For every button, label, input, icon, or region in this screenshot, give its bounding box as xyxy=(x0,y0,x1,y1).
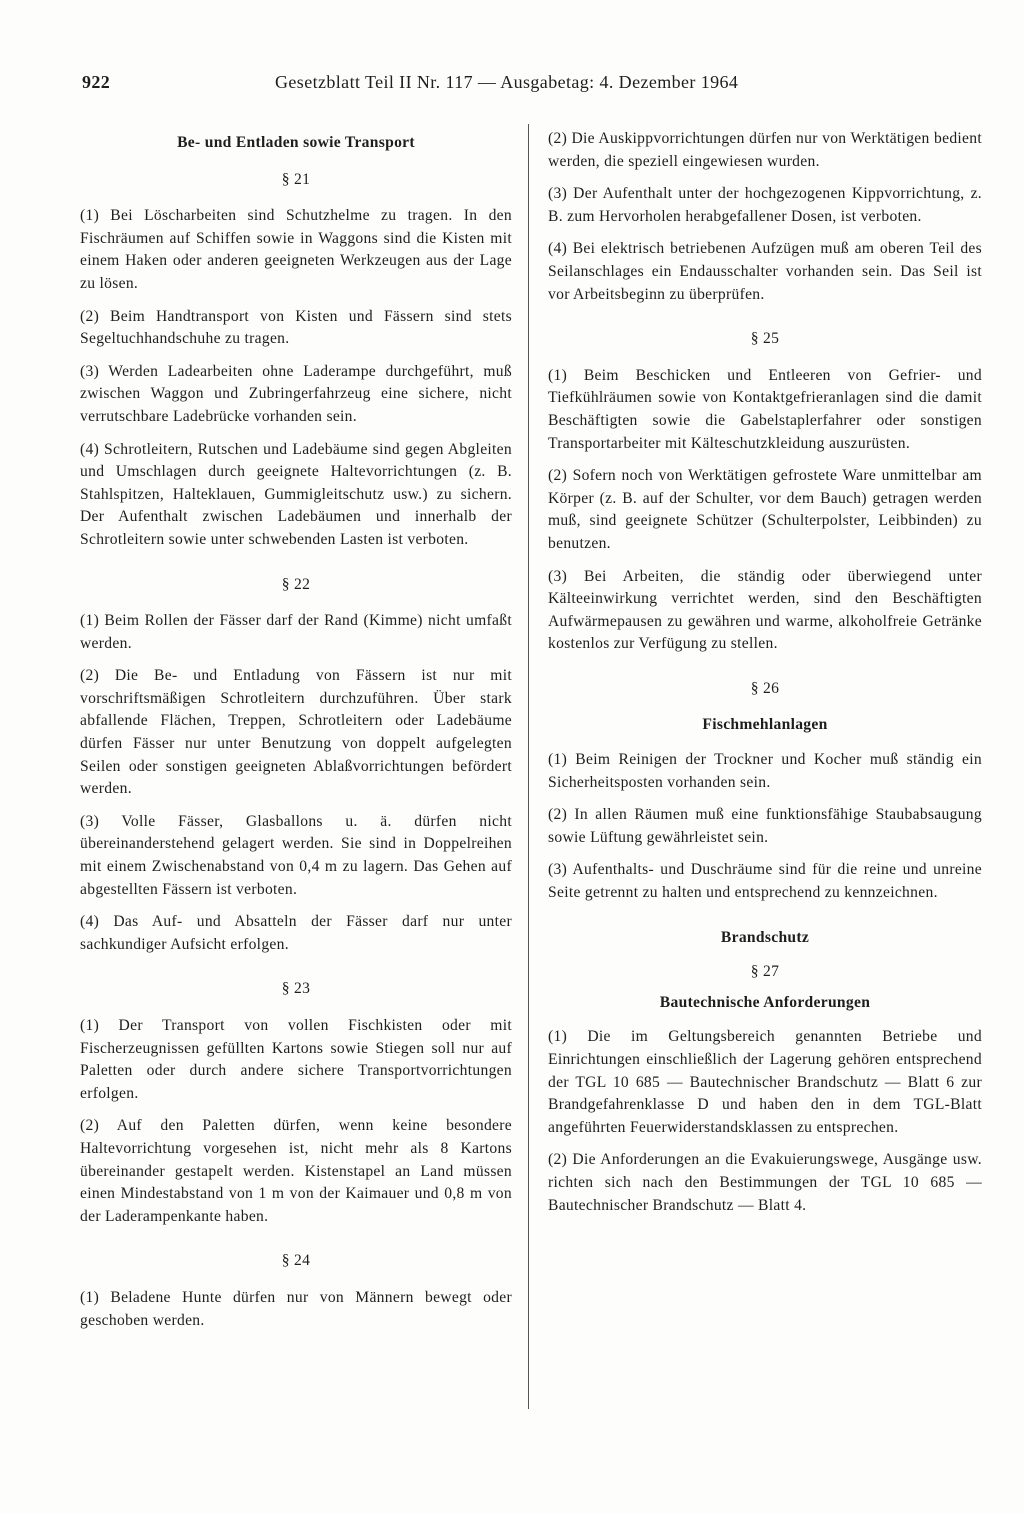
paragraph-23-1: (1) Der Transport von vollen Fischkisten oder mit Fischerzeugnissen gefüllten Kartons sowie Stiegen soll nur auf Paletten oder durch andere sichere Transportvorrichtungen erfolgen. xyxy=(80,1017,512,1102)
paragraph-25-1: (1) Beim Beschicken und Entleeren von Gefrier- und Tiefkühlräumen sowie von Kontaktgefrieranlagen sind die damit Beschäftigten sowie die Gabelstaplerfahrer oder sonstigen Transportarbeiter mit Kälteschutzkleidung auszurüsten. xyxy=(548,366,982,452)
page-number: 922 xyxy=(82,72,111,92)
page-header xyxy=(82,72,982,102)
section-number-24: § 24 xyxy=(281,1252,311,1270)
section-number-23: § 23 xyxy=(281,980,311,998)
paragraph-22-3: (3) Volle Fässer, Glasballons u. ä. dürfen nicht übereinanderstehend gelagert werden. Sie sind in Doppelreihen mit einem Zwischenabstand von 0,4 m zu lagern. Das Gehen auf abgestellten Fässern ist verboten. xyxy=(80,812,512,898)
paragraph-25-2: (2) Sofern noch von Werktätigen gefrostete Ware unmittelbar am Körper (z. B. auf der Schulter, vor dem Bauch) getragen werden muß, sind geeignete Schützer (Schulterpolster, Leibbinden) zu benutzen. xyxy=(548,467,982,552)
column-divider xyxy=(528,124,529,1409)
paragraph-21-1: (1) Bei Löscharbeiten sind Schutzhelme zu tragen. In den Fischräumen auf Schiffen sowie in Waggons sind die Kisten mit einem Haken oder anderen geeigneten Werkzeugen aus der Lage zu lösen. xyxy=(80,207,512,292)
section-heading-transport: Be- und Entladen sowie Transport xyxy=(177,134,415,151)
section-number-27: § 27 xyxy=(750,963,780,981)
gazette-title: Gesetzblatt Teil II Nr. 117 — Ausgabetag: 4. Dezember 1964 xyxy=(275,72,739,92)
section-number-21: § 21 xyxy=(281,170,311,188)
paragraph-26-3: (3) Aufenthalts- und Duschräume sind für die reine und unreine Seite getrennt zu halten und entsprechend zu kennzeichnen. xyxy=(548,861,982,902)
section-title-bautechnische-anforderungen: Bautechnische Anforderungen xyxy=(659,993,871,1011)
paragraph-21-2: (2) Beim Handtransport von Kisten und Fässern sind stets Segeltuchhandschuhe zu tragen. xyxy=(80,307,512,348)
right-column xyxy=(548,128,982,1227)
paragraph-26-2: (2) In allen Räumen muß eine funktionsfähige Staubabsaugung sowie Lüftung gewährleistet sein. xyxy=(548,806,982,846)
left-column xyxy=(80,128,512,1342)
paragraph-26-1: (1) Beim Reinigen der Trockner und Kocher muß ständig ein Sicherheitsposten vorhanden sein. xyxy=(548,751,982,791)
paragraph-21-4: (4) Schrotleitern, Rutschen und Ladebäume sind gegen Abgleiten und Umschlagen durch geeignete Haltevorrichtungen (z. B. Stahlspitzen, Halteklauen, Gummigleitschutz usw.) zu sichern. Der Aufenthalt zwischen Ladebäumen und innerhalb der Schrotleitern sowie unter schwebenden Lasten ist verboten. xyxy=(80,440,512,548)
paragraph-24-1: (1) Beladene Hunte dürfen nur von Männern bewegt oder geschoben werden. xyxy=(80,1288,512,1329)
paragraph-25-3: (3) Bei Arbeiten, die ständig oder überwiegend unter Kälteeinwirkung verrichtet werden, sind den Beschäftigten Aufwärmepausen zu gewähren und warme, alkoholfreie Getränke kostenlos zur Verfügung zu stellen. xyxy=(548,567,982,653)
paragraph-22-2: (2) Die Be- und Entladung von Fässern ist nur mit vorschriftsmäßigen Schrotleitern durchzuführen. Über stark abfallende Flächen, Treppen, Schrotleitern oder Ladebäume dürfen Fässer nur unter Benutzung von doppelt aufgelegten Seilen oder sonstigen geeigneten Ablaßvorrichtungen befördert werden. xyxy=(80,667,512,798)
paragraph-21-3: (3) Werden Ladearbeiten ohne Laderampe durchgeführt, muß zwischen Waggon und Zubringerfahrzeug eine sichere, nicht verrutschbare Ladebrücke vorhanden sein. xyxy=(80,362,512,425)
paragraph-23-2: (2) Auf den Paletten dürfen, wenn keine besondere Haltevorrichtung vorgesehen ist, nicht mehr als 8 Kartons übereinander gestapelt werden. Kistenstapel an Land müssen einen Mindestabstand von 1 m von der Kaimauer und 0,8 m von der Laderampenkante haben. xyxy=(80,1117,512,1225)
paragraph-22-1: (1) Beim Rollen der Fässer darf der Rand (Kimme) nicht umfaßt werden. xyxy=(80,612,512,652)
paragraph-24-3: (3) Der Aufenthalt unter der hochgezogenen Kippvorrichtung, z. B. zum Hervorholen herabgefallener Dosen, ist verboten. xyxy=(548,185,982,225)
paragraph-27-2: (2) Die Anforderungen an die Evakuierungswege, Ausgänge usw. richten sich nach den Bestimmungen der TGL 10 685 — Bautechnischer Brandschutz — Blatt 4. xyxy=(548,1151,982,1214)
section-title-fischmehlanlagen: Fischmehlanlagen xyxy=(702,716,828,734)
section-heading-brandschutz: Brandschutz xyxy=(720,928,810,946)
paragraph-22-4: (4) Das Auf- und Absatteln der Fässer darf nur unter sachkundiger Aufsicht erfolgen. xyxy=(80,913,512,953)
section-number-22: § 22 xyxy=(281,575,311,593)
section-number-25: § 25 xyxy=(750,330,780,348)
section-number-26: § 26 xyxy=(750,679,780,697)
paragraph-24-2: (2) Die Auskippvorrichtungen dürfen nur von Werktätigen bedient werden, die speziell eingewiesen wurden. xyxy=(548,130,982,170)
paragraph-24-4: (4) Bei elektrisch betriebenen Aufzügen muß am oberen Teil des Seilanschlages ein Endausschalter vorhanden sein. Das Seil ist vor Arbeitsbeginn zu überprüfen. xyxy=(548,240,982,303)
paragraph-27-1: (1) Die im Geltungsbereich genannten Betriebe und Einrichtungen einschließlich der Lagerung gehören entsprechend der TGL 10 685 — Bautechnischer Brandschutz — Blatt 6 zur Brandgefahrenklasse D und haben den in dem TGL-Blatt angeführten Feuerwiderstandsklassen zu entsprechen. xyxy=(548,1028,982,1136)
